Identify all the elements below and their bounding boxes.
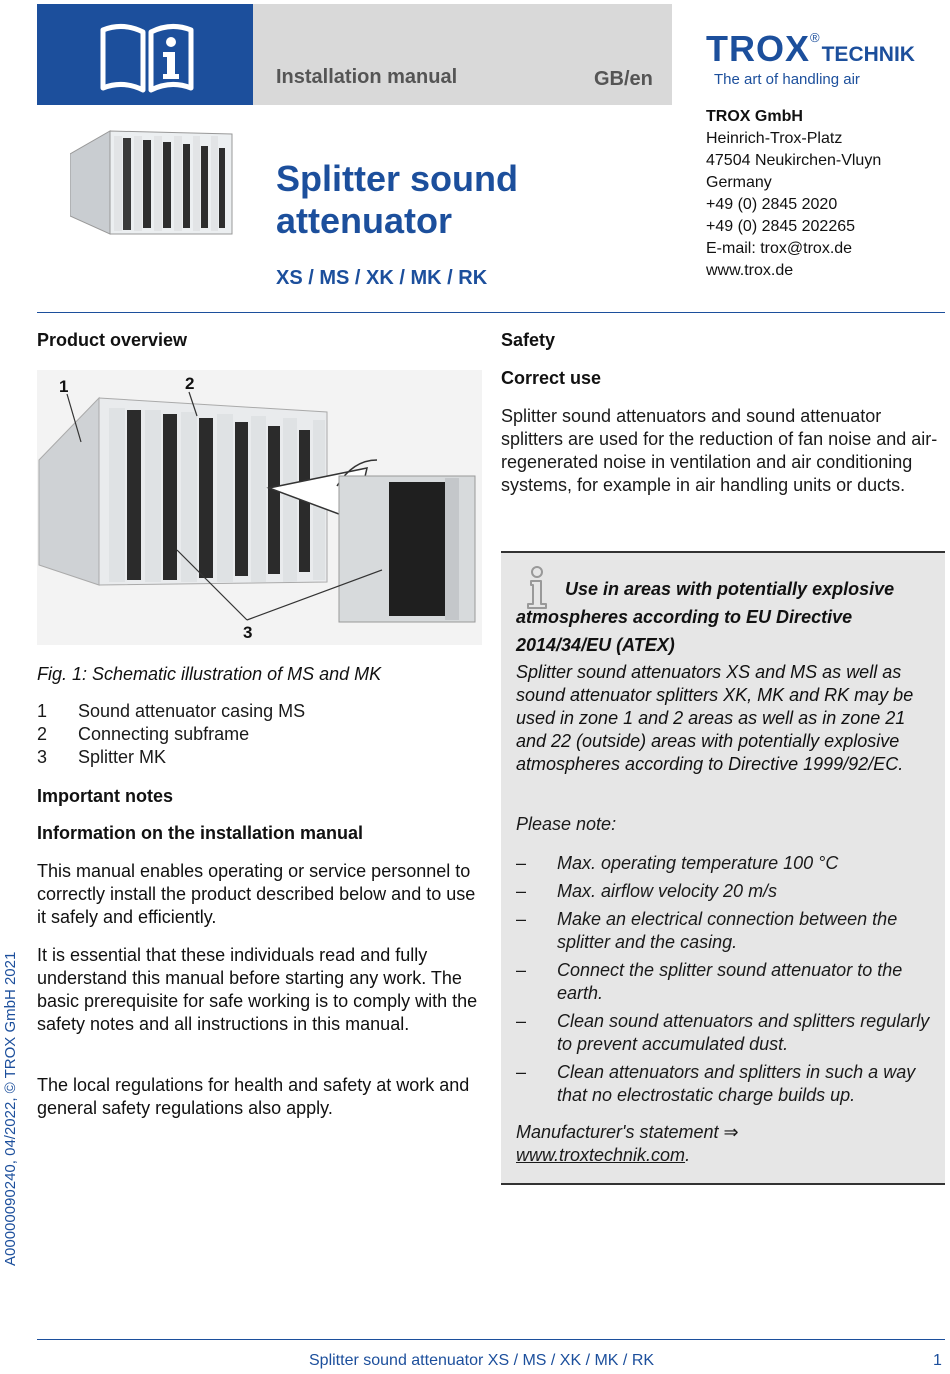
list-dash: – (516, 1062, 527, 1082)
atex-note-body: Splitter sound attenuators XS and MS as well as sound attenuator splitters XK, MK and RK may be used in zone 1 and 2 areas as well as in zone 21 and 22 (outside) areas with potentially explosive atmospheres according to Directive 1999/92/EC. (516, 662, 914, 774)
footer-divider (37, 1339, 945, 1340)
book-info-icon (97, 16, 197, 96)
list-dash: – (516, 853, 527, 873)
manual-info-para-1: This manual enables operating or service personnel to correctly install the product described below and to use it safely and efficiently. (37, 861, 476, 927)
document-title (276, 158, 518, 242)
company-address (706, 106, 881, 282)
list-item-text: Make an electrical connection between the splitter and the casing. (557, 909, 898, 952)
legend-item (37, 723, 305, 746)
list-item-text: Clean attenuators and splitters in such a way that no electrostatic charge builds up. (557, 1062, 916, 1105)
legend-item (37, 746, 305, 769)
company-name: TROX GmbH (706, 108, 803, 125)
important-notes-heading: Important notes (37, 786, 174, 806)
document-code: A00000090240, 04/2022, © TROX GmbH 2021 (2, 951, 19, 1266)
list-dash: – (516, 1011, 527, 1031)
manual-info-icon-box (37, 4, 253, 105)
title-line-2: attenuator (276, 200, 453, 241)
correct-use-heading: Correct use (501, 368, 602, 388)
list-item (516, 959, 936, 1005)
trox-logo (706, 28, 915, 70)
address-email: E-mail: trox@trox.de (706, 240, 853, 257)
logo-registered-mark: ® (810, 30, 820, 45)
legend-num: 3 (37, 747, 48, 767)
list-item-text: Connect the splitter sound attenuator to the earth. (557, 960, 903, 1003)
figure-legend (37, 700, 305, 769)
schematic-figure (37, 370, 482, 645)
legend-text: Splitter MK (78, 747, 167, 767)
list-item (516, 880, 936, 903)
address-fax: +49 (0) 2845 202265 (706, 218, 856, 235)
address-city: 47504 Neukirchen-Vluyn (706, 152, 882, 169)
list-item-text: Clean sound attenuators and splitters regularly to prevent accumulated dust. (557, 1011, 930, 1054)
legend-item (37, 700, 305, 723)
legend-num: 2 (37, 724, 48, 744)
list-item (516, 852, 936, 875)
list-dash: – (516, 909, 527, 929)
callout-3: 3 (243, 623, 253, 642)
callout-1: 1 (59, 377, 69, 396)
address-web: www.trox.de (706, 262, 794, 279)
logo-main-text: TROX (706, 28, 811, 69)
list-item-text: Max. operating temperature 100 °C (557, 853, 839, 873)
logo-sub-text: TECHNIK (821, 43, 915, 66)
manual-type-label: Installation manual (276, 66, 458, 88)
model-list: XS / MS / XK / MK / RK (276, 267, 488, 289)
address-street: Heinrich-Trox-Platz (706, 130, 843, 147)
atex-note-heading: Use in areas with potentially explosive atmospheres according to EU Directive 2014/34/EU (ATEX) (516, 579, 895, 655)
correct-use-text: Splitter sound attenuators and sound attenuator splitters are used for the reduction of fan noise and air-regenerated noise in ventilation and air conditioning systems, for example in air handling units or ducts. (501, 406, 938, 495)
list-item (516, 908, 936, 954)
safety-heading: Safety (501, 330, 556, 350)
address-country: Germany (706, 174, 772, 191)
list-item (516, 1061, 936, 1107)
legend-text: Sound attenuator casing MS (78, 701, 306, 721)
product-hero-image (70, 126, 235, 241)
logo-tagline: The art of handling air (714, 71, 860, 88)
list-item-text: Max. airflow velocity 20 m/s (557, 881, 778, 901)
address-phone: +49 (0) 2845 2020 (706, 196, 838, 213)
legend-text: Connecting subframe (78, 724, 250, 744)
manufacturer-link[interactable]: www.troxtechnik.com (516, 1145, 686, 1165)
footer-title: Splitter sound attenuator XS / MS / XK / MK / RK (309, 1352, 655, 1369)
list-dash: – (516, 881, 527, 901)
please-note-label: Please note: (516, 814, 617, 834)
manual-info-heading: Information on the installation manual (37, 823, 364, 843)
figure-caption: Fig. 1: Schematic illustration of MS and MK (37, 664, 382, 684)
legend-num: 1 (37, 701, 48, 721)
header-divider (37, 312, 945, 313)
product-overview-heading: Product overview (37, 330, 188, 350)
manual-info-para-3: The local regulations for health and safety at work and general safety regulations also apply. (37, 1075, 470, 1118)
list-dash: – (516, 960, 527, 980)
manufacturer-statement (516, 1121, 936, 1167)
language-label: GB/en (594, 68, 653, 90)
atex-requirements-list (516, 852, 936, 1112)
manual-info-para-2: It is essential that these individuals read and fully understand this manual before starting any work. The basic prerequisite for safe working is to comply with the safety notes and all instructions in this manual. (37, 945, 478, 1034)
manufacturer-statement-label: Manufacturer's statement ⇒ (516, 1122, 739, 1142)
title-line-1: Splitter sound (276, 158, 518, 199)
manufacturer-link-end: . (685, 1145, 691, 1165)
callout-2: 2 (185, 374, 195, 393)
list-item (516, 1010, 936, 1056)
page-number: 1 (933, 1352, 942, 1369)
